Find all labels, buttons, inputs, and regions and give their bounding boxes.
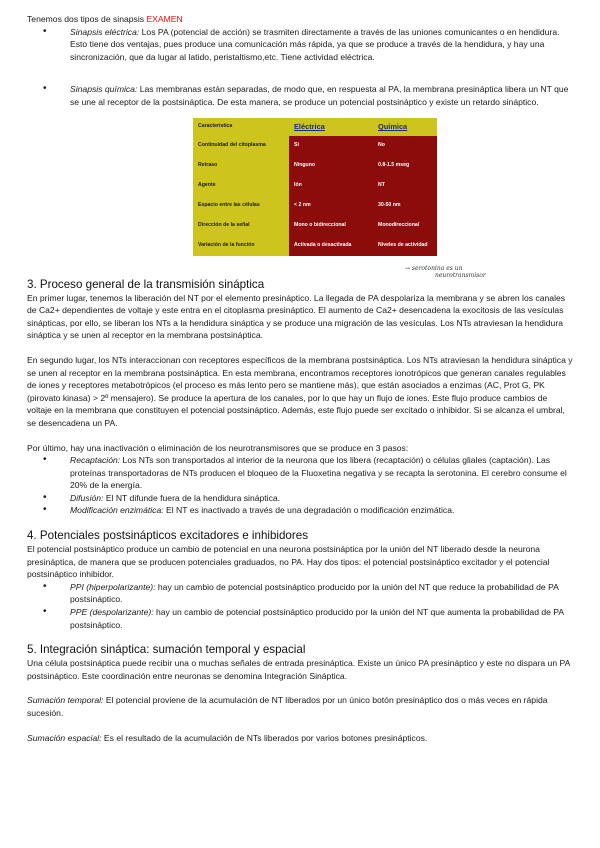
list-item: • Sinapsis eléctrica: Los PA (potencial de acción) se trasmiten directamente a través de las uniones comunicantes o en hendidura. Esto tiene dos ventajas, pues produce una comunicación más rápida, ya que se produce a través de la hendidura, y hay una sincronización, que da lugar al latido, peristaltismo,etc. Tiene actividad eléctrica. bbox=[27, 26, 573, 64]
list-item: • Sinapsis química: Las membranas están separadas, de modo que, en respuesta al PA, la membrana presináptica libera un NT que se une al receptor de la postsináptica. De esta manera, se produce un potencial postsináptico y existe un retardo sináptico. bbox=[27, 83, 573, 108]
section-3-paragraph: En primer lugar, tenemos la liberación del NT por el elemento presináptico. La llegada de PA despolariza la membrana y se abren los canales de Ca2+ dependientes de voltaje y este entra en el citoplasma presináptico. El aumento de Ca2+ desencadena la exocitosis de las vesículas sinápticas, por ello, se liberan los NTs a la hendidura sináptica y se produce una migración de las vesículas. Los NTs atraviesan la hendidura sináptica y se unen al receptor en la membrana postsináptica. bbox=[27, 292, 566, 341]
table-row: Retraso Ninguno 0.8-1.5 mseg bbox=[193, 156, 437, 176]
section-3-paragraph: En segundo lugar, los NTs interaccionan con receptores específicos de la membrana postsináptica. Los NTs atraviesan la hendidura sináptica y se unen al receptor en la membrana postsináptica. En esta membrana, encontramos receptores ionotrópicos que generan canales regulables de iones y receptores metabotrópicos (el proceso es más lento pero se mantiene más), que están asociados a enzimas (AC, Prot G, PK (pirovato kinasa) > 2º mensajero). Se produce la apertura de los canales, por lo que hay un flujo de iones. Este flujo produce cambios de voltaje en la membrana que constituyen el potencial postsináptico. Además, este flujo puede ser excitado o inhibidor. Si se alcanza el umbral, se desencadena un PA. bbox=[27, 354, 573, 428]
list-item: • Modificación enzimática: El NT es inactivado a través de una degradación o modificación enzimática. bbox=[27, 504, 573, 517]
section-4-paragraph: El potencial postsináptico produce un cambio de potencial en una neurona postsináptica por la unión del NT liberado desde la neurona presináptica, de manera que se producen potenciales graduados, no PA. Hay dos tipos: el potencial postsináptico excitador y el potencial postsináptico inhibidor. bbox=[27, 544, 550, 580]
list-item: • Recaptación: Los NTs son transportados al interior de la neurona que los libera (recaptación) o células gliales (captación). Las proteínas transportadoras de NTs producen el bloqueo de la Fluoxetina negativa y se recapta la serotonina. El cerebro consume el 20% de la energía. bbox=[27, 454, 573, 492]
potentials-list bbox=[27, 581, 573, 631]
inactivation-steps-list bbox=[27, 454, 573, 517]
exam-highlight: EXAMEN bbox=[146, 14, 183, 24]
section-5-paragraph: Una célula postsináptica puede recibir una o muchas señales de entrada presináptica. Existe un único PA presináptico y este no dispara un PA postsináptico. Este coordinación entre neuronas se denomina Integración Sináptica. bbox=[27, 658, 570, 681]
table-header-row bbox=[193, 118, 437, 136]
header-quimica: Química bbox=[373, 118, 437, 136]
list-item: • PPI (hiperpolarizante): hay un cambio de potencial postsináptico producido por la unión del NT que reduce la probabilidad de PA postsináptico. bbox=[27, 581, 573, 606]
table-row: Continuidad del citoplasma Sí No bbox=[193, 136, 437, 156]
list-item: • Difusión: El NT difunde fuera de la hendidura sináptica. bbox=[27, 492, 573, 505]
synapse-comparison-table bbox=[193, 118, 437, 256]
header-electrica: Eléctrica bbox=[289, 118, 373, 136]
section-3-paragraph: Por último, hay una inactivación o eliminación de los neurotransmisores que se produce en 3 pasos: bbox=[27, 442, 409, 453]
section-3-title: 3. Proceso general de la transmisión sináptica bbox=[27, 277, 265, 291]
table-row: Agente Ión NT bbox=[193, 176, 437, 196]
section-4-title: 4. Potenciales postsinápticos excitadores e inhibidores bbox=[27, 529, 308, 543]
document-page bbox=[27, 13, 573, 744]
table-row: Variación de la función Activada o desactivada Niveles de actividad bbox=[193, 236, 437, 256]
section-5-title: 5. Integración sináptica: sumación temporal y espacial bbox=[27, 643, 306, 657]
synapse-types-list bbox=[27, 26, 573, 109]
header-caracteristica: Característica bbox=[193, 118, 289, 136]
intro-line: Tenemos dos tipos de sinapsis EXAMEN bbox=[27, 14, 183, 24]
handwritten-note: → serotonina es un neurotransmisor bbox=[405, 265, 486, 279]
table-row: Dirección de la señal Mono o bidireccional Monodireccional bbox=[193, 216, 437, 236]
temporal-summation: Sumación temporal: El potencial proviene de la acumulación de NT liberados por un único botón presináptico dos o más veces en rápida sucesión. bbox=[27, 695, 548, 718]
list-item: • PPE (despolarizante): hay un cambio de potencial postsináptico producido por la unión del NT que aumenta la probabilidad de PA postsináptico. bbox=[27, 606, 573, 631]
spatial-summation: Sumación espacial: Es el resultado de la acumulación de NTs liberados por varios botones presinápticos. bbox=[27, 732, 428, 743]
table-row: Espacio entre las células < 2 nm 30-50 nm bbox=[193, 196, 437, 216]
